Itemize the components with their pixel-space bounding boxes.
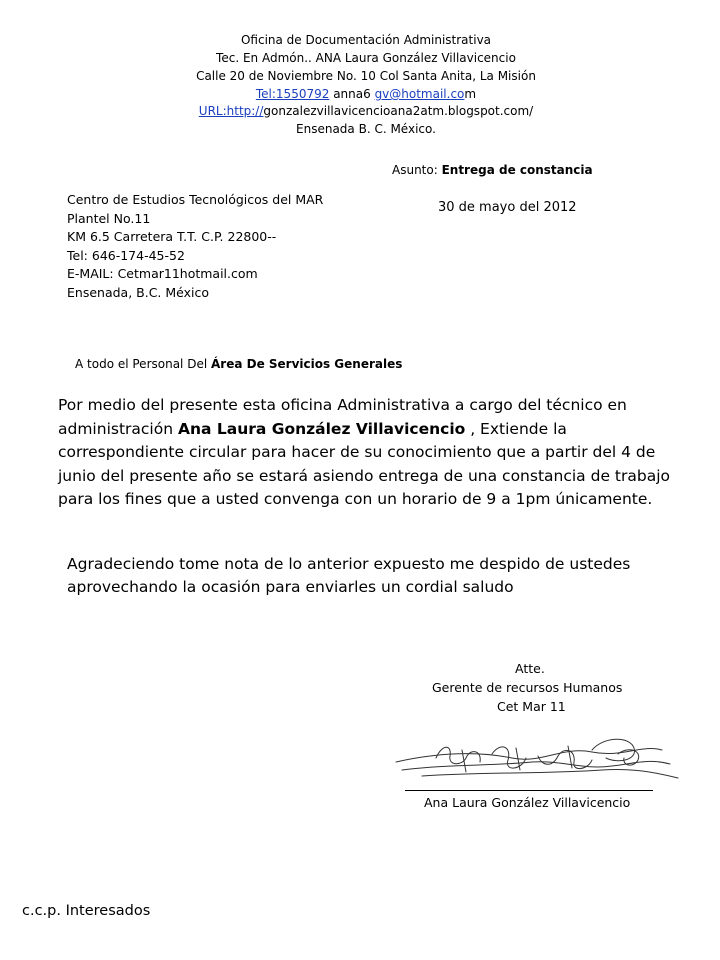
paragraph-text: , Extiende la correspondiente circular para hacer de su conocimiento que a partir del 4 de junio del presente año se estará asiendo entrega de una constancia de trabajo para los fines que a usted convenga con un horario de 9 a 1pm únicamente. [58, 419, 670, 508]
greeting-text: A todo el Personal Del [75, 357, 211, 371]
signature-image [392, 736, 682, 792]
subject-value: Entrega de constancia [441, 163, 593, 177]
body-paragraph-2: Agradeciendo tome nota de lo anterior expuesto me despido de ustedes aprovechando la ocasión para enviarles un cordial saludo [67, 555, 631, 596]
contact-line [0, 85, 720, 103]
email-prefix: anna6 [329, 87, 375, 101]
technician-name: Tec. En Admón.. ANA Laura González Villavicencio [216, 51, 516, 65]
email-link[interactable]: gv@hotmail.co [374, 87, 465, 101]
subject-label: Asunto: [392, 163, 442, 177]
recipient-line: Tel: 646-174-45-52 [67, 247, 185, 263]
closing-atte: Atte. [515, 661, 545, 676]
signer-name: Ana Laura González Villavicencio [424, 795, 631, 810]
recipient-line: KM 6.5 Carretera T.T. C.P. 22800-- [67, 229, 277, 244]
url-line [0, 102, 720, 120]
greeting-area: Área De Servicios Generales [210, 357, 403, 371]
subject-line [392, 161, 593, 179]
body-paragraph-1 [58, 394, 673, 512]
closing-org: Cet Mar 11 [497, 699, 566, 714]
ccp-line: c.c.p. Interesados [22, 903, 151, 919]
office-name: Oficina de Documentación Administrativa [240, 33, 492, 47]
recipient-line: E-MAIL: Cetmar11hotmail.com [67, 266, 258, 281]
technician-name-bold: Ana Laura González Villavicencio [177, 419, 466, 438]
phone-link[interactable]: Tel:1550792 [255, 87, 330, 101]
office-city: Ensenada B. C. México. [296, 122, 436, 136]
letter-date: 30 de mayo del 2012 [438, 200, 577, 215]
paragraph-text: Por medio del presente esta oficina Administrativa a cargo del técnico en administración [58, 396, 627, 438]
url-link[interactable]: URL:http:// [198, 104, 264, 118]
url-text: gonzalezvillavicencioana2atm.blogspot.com/ [263, 104, 534, 118]
closing-role: Gerente de recursos Humanos [432, 680, 623, 695]
recipient-block [67, 191, 323, 302]
recipient-line: Plantel No.11 [67, 210, 151, 226]
recipient-line: Centro de Estudios Tecnológicos del MAR [67, 192, 324, 207]
greeting-line [75, 357, 402, 371]
email-suffix: m [464, 87, 477, 101]
office-address: Calle 20 de Noviembre No. 10 Col Santa Anita, La Misión [196, 69, 536, 83]
signature-line [405, 790, 653, 791]
recipient-line: Ensenada, B.C. México [67, 284, 210, 300]
